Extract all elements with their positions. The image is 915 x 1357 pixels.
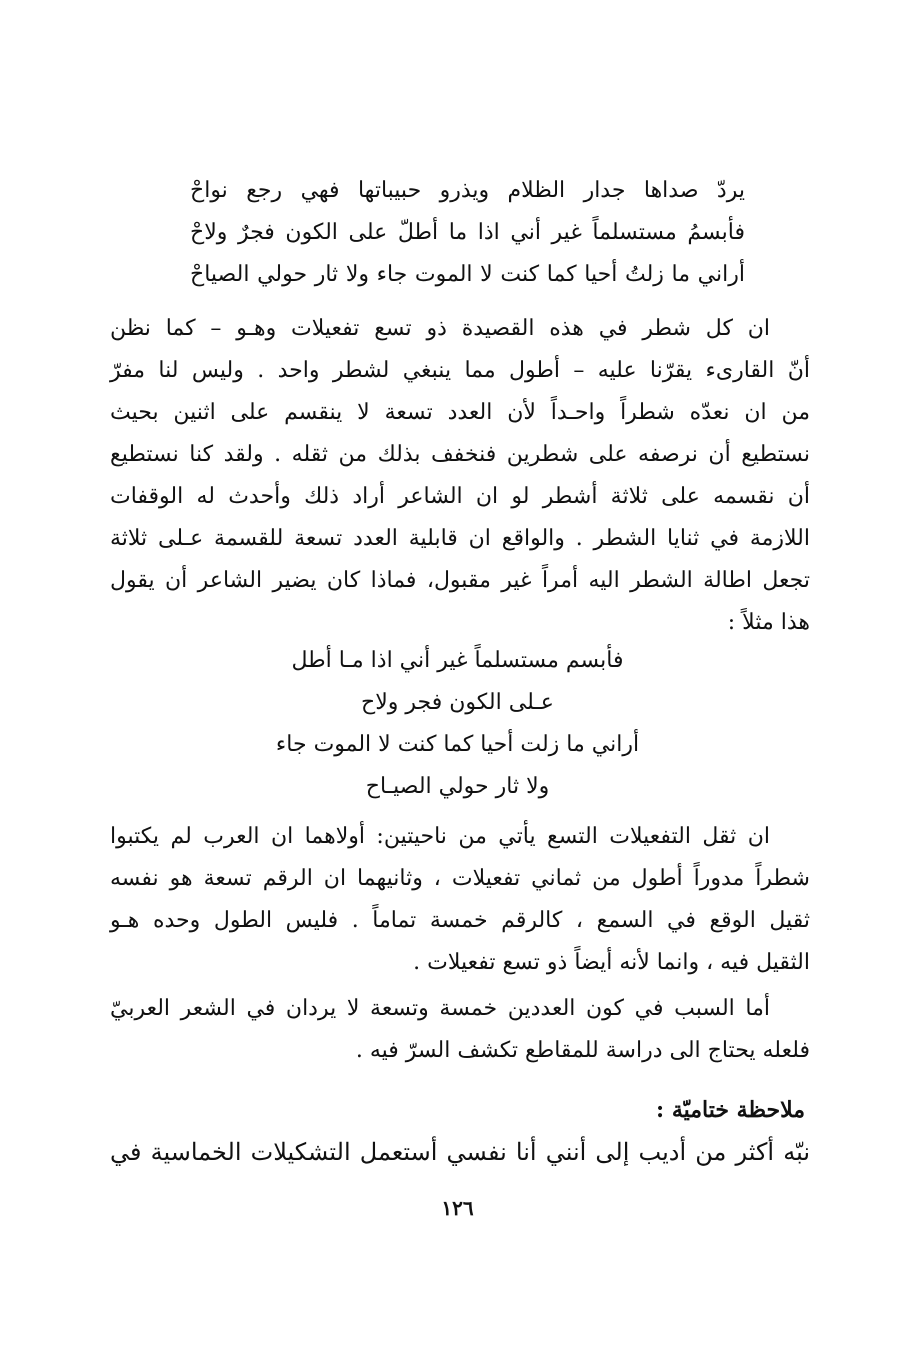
text-line: ثقيل الوقع في السمع ، كالرقم خمسة تماماً . فليس الطول وحده هـو [110,908,810,933]
text-line: الثقيل فيه ، وانما لأنه أيضاً ذو تسع تفعيلات . [413,950,810,975]
text-line: نستطيع أن نرصفه على شطرين فنخفف بذلك من ثقله . ولقد كنا نستطيع [110,442,810,467]
text-line: أما السبب في كون العددين خمسة وتسعة لا يردان في الشعر العربيّ [110,996,770,1021]
poem-line: ولا ثار حولي الصيـاح [365,774,550,799]
verse-line: فأبسمُ مستسلماً غير أني اذا ما أطلّ على الكون فجرٌ ولاحْ [190,220,745,245]
section-heading: ملاحظة ختاميّة : [656,1097,805,1123]
text-line: اللازمة في ثنايا الشطر . والواقع ان قابلية العدد تسعة للقسمة عـلى ثلاثة [110,526,810,551]
paragraph-reason [110,988,810,1072]
text-line: شطراً مدوراً أطول من ثماني تفعيلات ، وثانيهما ان الرقم تسعة هو نفسه [110,866,810,891]
page-number: ١٢٦ [441,1196,474,1220]
text-line: ان كل شطر في هذه القصيدة ذو تسع تفعيلات وهـو – كما نظن [110,316,770,341]
text-line: هذا مثلاً : [727,610,810,635]
text-line: تجعل اطالة الشطر اليه أمراً غير مقبول، فماذا كان يضير الشاعر أن يقول [110,568,810,593]
verse-line: أراني ما زلتُ أحيا كما كنت لا الموت جاء ولا ثار حولي الصياحْ [190,262,745,287]
poem-line: فأبسم مستسلماً غير أني اذا مـا أطل [291,648,624,673]
opening-verses [190,170,745,296]
text-line: فلعله يحتاج الى دراسة للمقاطع تكشف السرّ فيه . [355,1038,810,1063]
paragraph-nine-feet [110,308,810,644]
example-poem [0,640,915,808]
poem-line: عـلى الكون فجر ولاح [361,690,554,715]
closing-line: نبّه أكثر من أديب إلى أنني أنا نفسي أستعمل التشكيلات الخماسية في [110,1138,810,1166]
text-line: من ان نعدّه شطراً واحـداً لأن العدد تسعة لا ينقسم على اثنين بحيث [110,400,810,425]
poem-line: أراني ما زلت أحيا كما كنت لا الموت جاء [275,732,640,757]
text-line: ان ثقل التفعيلات التسع يأتي من ناحيتين: أولاهما ان العرب لم يكتبوا [110,824,770,849]
text-line: أنّ القارىء يقرّنا عليه – أطول مما ينبغي لشطر واحد . وليس لنا مفرّ [110,358,810,383]
paragraph-heaviness [110,816,810,984]
verse-line: يردّ صداها جدار الظلام ويذرو حبيباتها فهي رجع نواحْ [190,178,745,203]
text-line: أن نقسمه على ثلاثة أشطر لو ان الشاعر أراد ذلك وأحدث له الوقفات [110,484,810,509]
